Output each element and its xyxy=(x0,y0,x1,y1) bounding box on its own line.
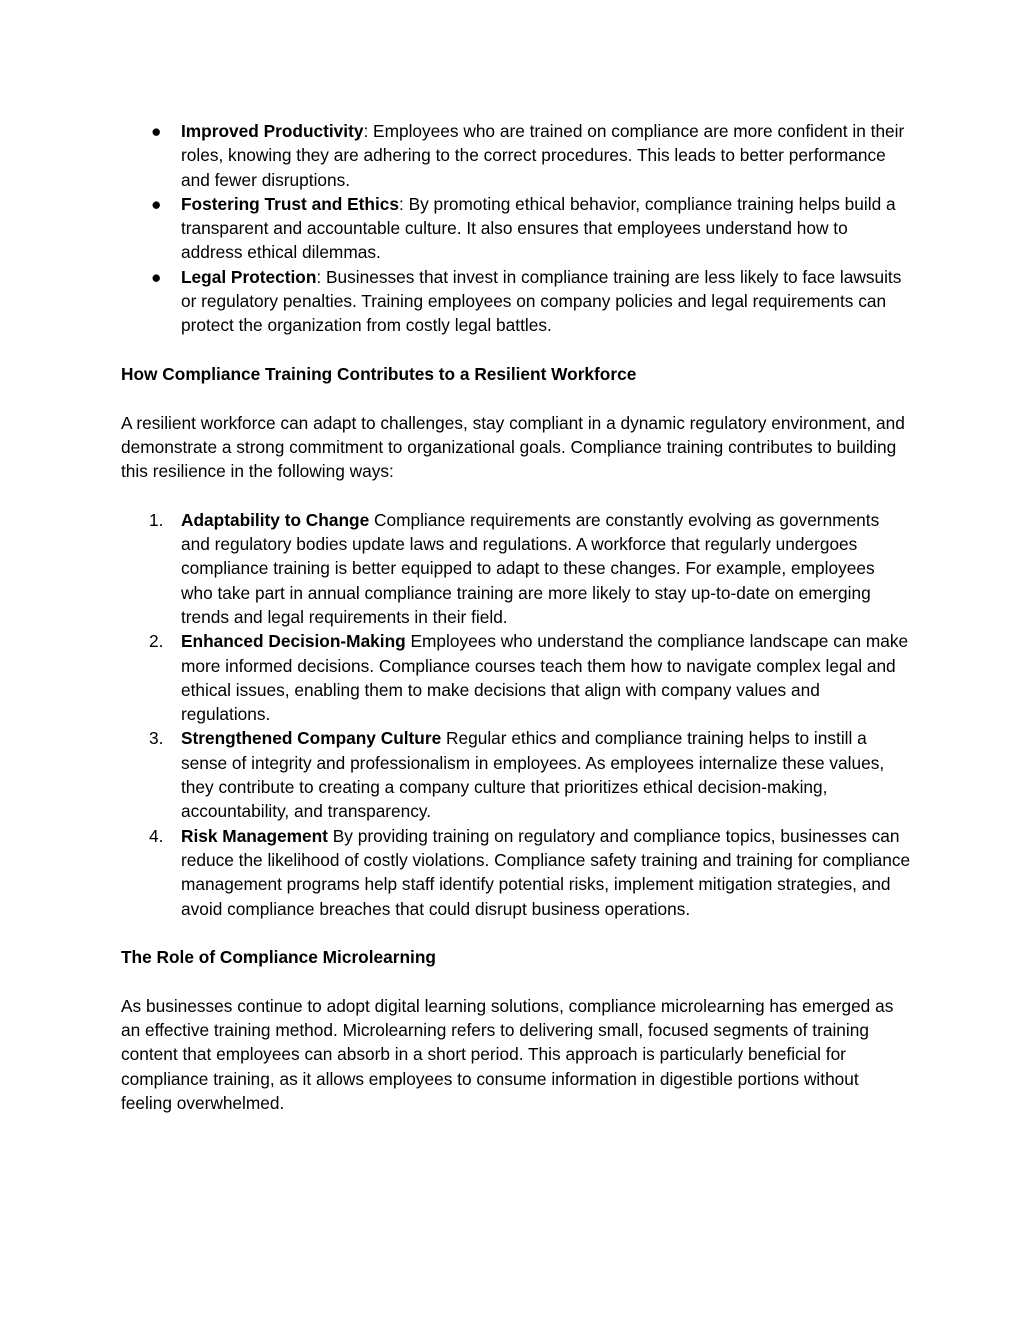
item-text: Employees who understand the compliance landscape can make more informed decisions. Compliance courses teach them how to navigate complex legal and ethical issues, enabling them to make decisions that align with company values and regulations. xyxy=(181,631,909,725)
list-item xyxy=(121,726,911,823)
item-title: Risk Management xyxy=(181,825,328,846)
item-text: : By promoting ethical behavior, compliance training helps build a transparent and accountable culture. It also ensures that employees understand how to address ethical dilemmas. xyxy=(181,193,896,263)
list-item xyxy=(121,192,911,265)
number-marker: 3. xyxy=(149,728,164,749)
list-item xyxy=(121,824,911,921)
list-item xyxy=(121,629,911,726)
bullet-marker: ● xyxy=(151,266,162,287)
item-title: Legal Protection xyxy=(181,266,317,287)
list-item xyxy=(121,119,911,192)
item-text: Regular ethics and compliance training helps to instill a sense of integrity and professionalism in employees. As employees internalize these values, they contribute to creating a company culture that prioritizes ethical decision-making, accountability, and transparency. xyxy=(181,728,885,822)
item-title: Adaptability to Change xyxy=(181,509,370,530)
list-item xyxy=(121,265,911,338)
benefits-list xyxy=(121,119,911,338)
number-marker: 1. xyxy=(149,509,164,530)
bullet-marker: ● xyxy=(151,193,162,214)
list-item xyxy=(121,508,911,629)
bullet-marker: ● xyxy=(151,121,162,141)
number-marker: 4. xyxy=(149,825,164,846)
item-text: : Businesses that invest in compliance training are less likely to face lawsuits or regulatory penalties. Training employees on company policies and legal requirements can protect the organization from costly legal battles. xyxy=(181,266,902,336)
section-body: As businesses continue to adopt digital learning solutions, compliance microlearning has emerged as an effective training method. Microlearning refers to delivering small, focused segments of training content that employees can absorb in a short period. This approach is particularly beneficial for compliance training, as it allows employees to consume information in digestible portions without feeling overwhelmed. xyxy=(121,995,894,1113)
section-heading: The Role of Compliance Microlearning xyxy=(121,947,436,968)
document-page xyxy=(121,119,911,1115)
item-title: Fostering Trust and Ethics xyxy=(181,193,399,214)
item-text: : Employees who are trained on compliance are more confident in their roles, knowing they are adhering to the correct procedures. This leads to better performance and fewer disruptions. xyxy=(181,121,905,190)
item-title: Improved Productivity xyxy=(181,121,364,141)
item-text: By providing training on regulatory and compliance topics, businesses can reduce the likelihood of costly violations. Compliance safety training and training for compliance management programs help staff identify potential risks, implement mitigation strategies, and avoid compliance breaches that could disrupt business operations. xyxy=(181,825,911,919)
section-heading: How Compliance Training Contributes to a Resilient Workforce xyxy=(121,363,637,384)
item-title: Enhanced Decision-Making xyxy=(181,631,406,652)
resilience-list xyxy=(121,508,911,921)
item-title: Strengthened Company Culture xyxy=(181,728,442,749)
number-marker: 2. xyxy=(149,631,164,652)
section-intro: A resilient workforce can adapt to challenges, stay compliant in a dynamic regulatory environment, and demonstrate a strong commitment to organizational goals. Compliance training contributes to building this resilience in the following ways: xyxy=(121,412,905,482)
item-text: Compliance requirements are constantly evolving as governments and regulatory bodies update laws and regulations. A workforce that regularly undergoes compliance training is better equipped to adapt to these changes. For example, employees who take part in annual compliance training are more likely to stay up-to-date on emerging trends and legal requirements in their field. xyxy=(181,509,880,627)
